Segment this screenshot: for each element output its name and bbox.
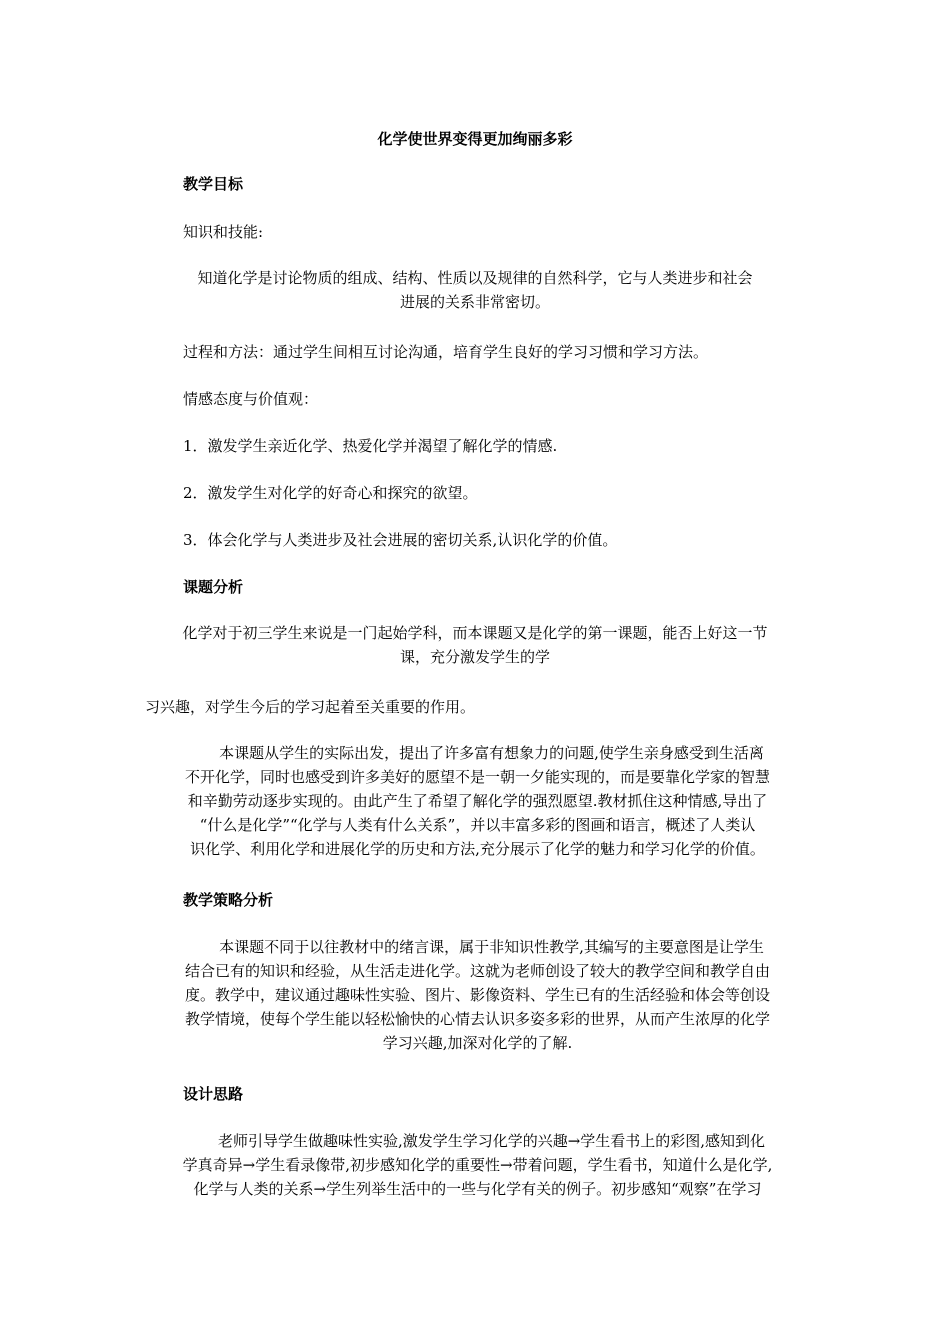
design-line: 老师引导学生做趣味性实验,激发学生学习化学的兴趣→学生看书上的彩图,感知到化 (217, 1132, 766, 1150)
emotion-label: 情感态度与价值观： (183, 390, 319, 408)
process-paragraph: 过程和方法：通过学生间相互讨论沟通，培育学生良好的学习习惯和学习方法。 (183, 343, 709, 361)
analysis-line: 本课题从学生的实际出发，提出了许多富有想象力的问题,使学生亲身感受到生活离 (219, 744, 764, 762)
analysis-line: 识化学、利用化学和进展化学的历史和方法,充分展示了化学的魅力和学习化学的价值。 (190, 840, 765, 858)
strategy-line: 学习兴趣,加深对化学的了解. (382, 1034, 573, 1052)
document-title: 化学使世界变得更加绚丽多彩 (377, 130, 573, 148)
analysis-paragraph-b: 习兴趣，对学生今后的学习起着至关重要的作用。 (145, 698, 476, 716)
analysis-heading: 课题分析 (183, 578, 244, 596)
analysis-line: “什么是化学”“化学与人类有什么关系”，并以丰富多彩的图画和语言，概述了人类认 (199, 816, 756, 834)
emotion-item: 1．激发学生亲近化学、热爱化学并渴望了解化学的情感. (183, 437, 558, 455)
strategy-heading: 教学策略分析 (183, 891, 274, 909)
knowledge-paragraph (145, 266, 805, 314)
design-heading: 设计思路 (183, 1085, 244, 1103)
emotion-item: 2．激发学生对化学的好奇心和探究的欲望。 (183, 484, 478, 502)
emotion-item: 3．体会化学与人类进步及社会进展的密切关系,认识化学的价值。 (183, 531, 618, 549)
strategy-line: 本课题不同于以往教材中的绪言课，属于非知识性教学,其编写的主要意图是让学生 (219, 938, 764, 956)
design-paragraph (145, 1129, 810, 1201)
knowledge-line: 进展的关系非常密切。 (399, 293, 550, 311)
analysis-line: 化学对于初三学生来说是一门起始学科，而本课题又是化学的第一课题，能否上好这一节 (182, 624, 768, 642)
analysis-line: 课，充分激发学生的学 (399, 648, 550, 666)
strategy-line: 度。教学中，建议通过趣味性实验、图片、影像资料、学生已有的生活经验和体会等创设 (184, 986, 770, 1004)
analysis-paragraph-a (145, 621, 805, 669)
design-line: 化学与人类的关系→学生列举生活中的一些与化学有关的例子。初步感知“观察”在学习 (193, 1180, 762, 1198)
knowledge-label: 知识和技能: (183, 223, 264, 241)
analysis-line: 不开化学，同时也感受到许多美好的愿望不是一朝一夕能实现的，而是要靠化学家的智慧 (184, 768, 770, 786)
strategy-paragraph (145, 935, 810, 1055)
objectives-heading: 教学目标 (183, 175, 244, 193)
design-line: 学真奇异→学生看录像带,初步感知化学的重要性→带着问题，学生看书，知道什么是化学, (182, 1156, 773, 1174)
knowledge-line: 知道化学是讨论物质的组成、结构、性质以及规律的自然科学，它与人类进步和社会 (197, 269, 753, 287)
analysis-paragraph-c (145, 741, 810, 861)
analysis-line: 和辛勤劳动逐步实现的。由此产生了希望了解化学的强烈愿望.教材抓住这种情感,导出了 (187, 792, 768, 810)
strategy-line: 教学情境，使每个学生能以轻松愉快的心情去认识多姿多彩的世界，从而产生浓厚的化学 (184, 1010, 770, 1028)
strategy-line: 结合已有的知识和经验，从生活走进化学。这就为老师创设了较大的教学空间和教学自由 (184, 962, 770, 980)
